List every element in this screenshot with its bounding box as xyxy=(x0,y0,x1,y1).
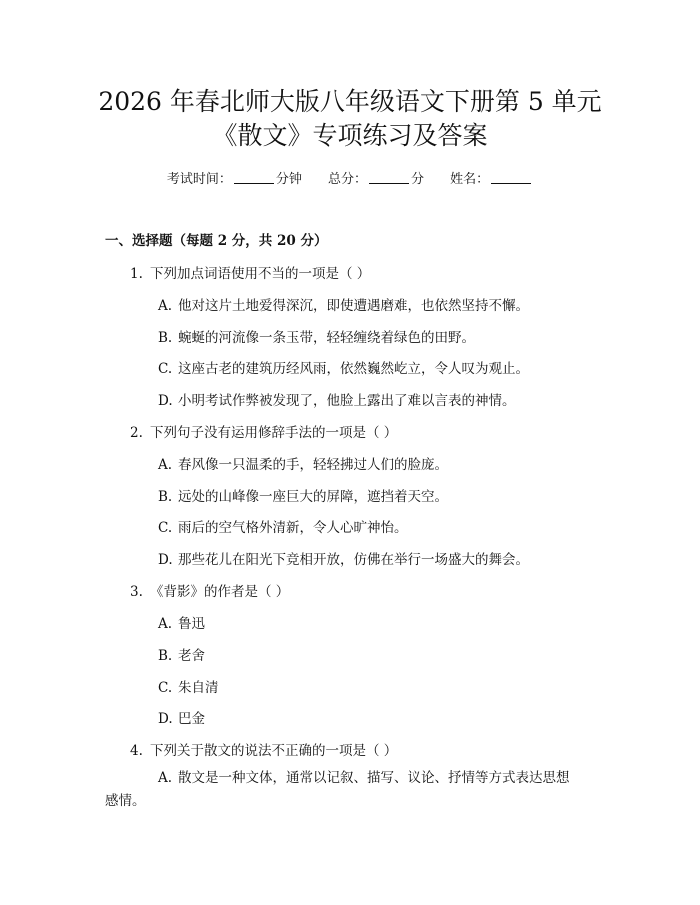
question-text: 下列加点词语使用不当的一项是（ ） xyxy=(150,266,371,282)
page-title-line2: 《散文》专项练习及答案 xyxy=(212,121,488,150)
exam-time-unit: 分钟 xyxy=(275,172,302,187)
option-letter: A. xyxy=(158,298,173,314)
answer-option[interactable] xyxy=(158,676,219,696)
option-letter: B. xyxy=(158,330,173,346)
question-text: 下列关于散文的说法不正确的一项是（ ） xyxy=(150,743,398,759)
question-stem xyxy=(130,262,370,282)
option-text: 小明考试作弊被发现了，他脸上露出了难以言表的神情。 xyxy=(178,393,516,409)
question-number: 4. xyxy=(130,743,143,759)
answer-option[interactable] xyxy=(158,707,205,727)
option-text: 春风像一只温柔的手，轻轻拂过人们的脸庞。 xyxy=(178,457,448,473)
exam-info-line xyxy=(0,168,700,187)
answer-option[interactable] xyxy=(158,453,448,473)
option-letter: D. xyxy=(158,393,173,409)
option-text: 远处的山峰像一座巨大的屏障，遮挡着天空。 xyxy=(178,489,448,505)
exam-time-blank[interactable] xyxy=(234,171,274,184)
option-letter: A. xyxy=(158,770,173,786)
option-text: 老舍 xyxy=(178,648,205,664)
option-letter: D. xyxy=(158,711,173,727)
answer-option[interactable] xyxy=(158,548,529,568)
question-stem xyxy=(130,421,397,441)
option-letter: A. xyxy=(158,457,173,473)
total-score-label: 总分： xyxy=(327,172,367,187)
section-heading: 一、选择题（每题 2 分，共 20 分） xyxy=(105,233,328,249)
option-text: 这座古老的建筑历经风雨，依然巍然屹立，令人叹为观止。 xyxy=(178,361,529,377)
name-label: 姓名： xyxy=(450,172,490,187)
total-score-unit: 分 xyxy=(411,172,425,187)
option-letter: D. xyxy=(158,552,173,568)
option-letter: A. xyxy=(158,616,173,632)
total-score-blank[interactable] xyxy=(369,171,409,184)
option-letter: C. xyxy=(158,520,173,536)
answer-option[interactable] xyxy=(158,644,205,664)
option-text: 蜿蜒的河流像一条玉带，轻轻缠绕着绿色的田野。 xyxy=(178,330,475,346)
exam-time-label: 考试时间： xyxy=(166,172,232,187)
total-score-field xyxy=(328,172,428,187)
name-blank[interactable] xyxy=(491,171,531,184)
answer-option[interactable] xyxy=(158,485,448,505)
question-stem xyxy=(130,739,397,759)
name-field xyxy=(450,172,533,187)
question-number: 1. xyxy=(130,266,143,282)
page-title-line1: 2026 年春北师大版八年级语文下册第 5 单元 xyxy=(98,87,602,116)
option-text: 那些花儿在阳光下竞相开放，仿佛在举行一场盛大的舞会。 xyxy=(178,552,529,568)
question-stem xyxy=(130,580,289,600)
option-letter: B. xyxy=(158,489,173,505)
option-text: 朱自清 xyxy=(178,680,219,696)
answer-option[interactable] xyxy=(158,326,475,346)
option-letter: C. xyxy=(158,361,173,377)
answer-option[interactable] xyxy=(158,357,529,377)
option-text: 散文是一种文体，通常以记叙、描写、议论、抒情等方式表达思想感情。 xyxy=(105,770,570,809)
question-text: 《背影》的作者是（ ） xyxy=(150,584,290,600)
option-text: 巴金 xyxy=(178,711,205,727)
answer-option[interactable] xyxy=(158,389,516,409)
answer-option[interactable] xyxy=(158,612,205,632)
question-number: 2. xyxy=(130,425,143,441)
option-letter: B. xyxy=(158,648,173,664)
option-text: 雨后的空气格外清新，令人心旷神怡。 xyxy=(178,520,408,536)
option-text: 鲁迅 xyxy=(178,616,205,632)
exam-time-field xyxy=(167,172,306,187)
question-text: 下列句子没有运用修辞手法的一项是（ ） xyxy=(150,425,398,441)
answer-option[interactable] xyxy=(158,294,529,314)
option-letter: C. xyxy=(158,680,173,696)
question-number: 3. xyxy=(130,584,143,600)
option-text: 他对这片土地爱得深沉，即使遭遇磨难，也依然坚持不懈。 xyxy=(178,298,529,314)
answer-option[interactable] xyxy=(158,516,408,536)
answer-option[interactable] xyxy=(105,767,580,813)
